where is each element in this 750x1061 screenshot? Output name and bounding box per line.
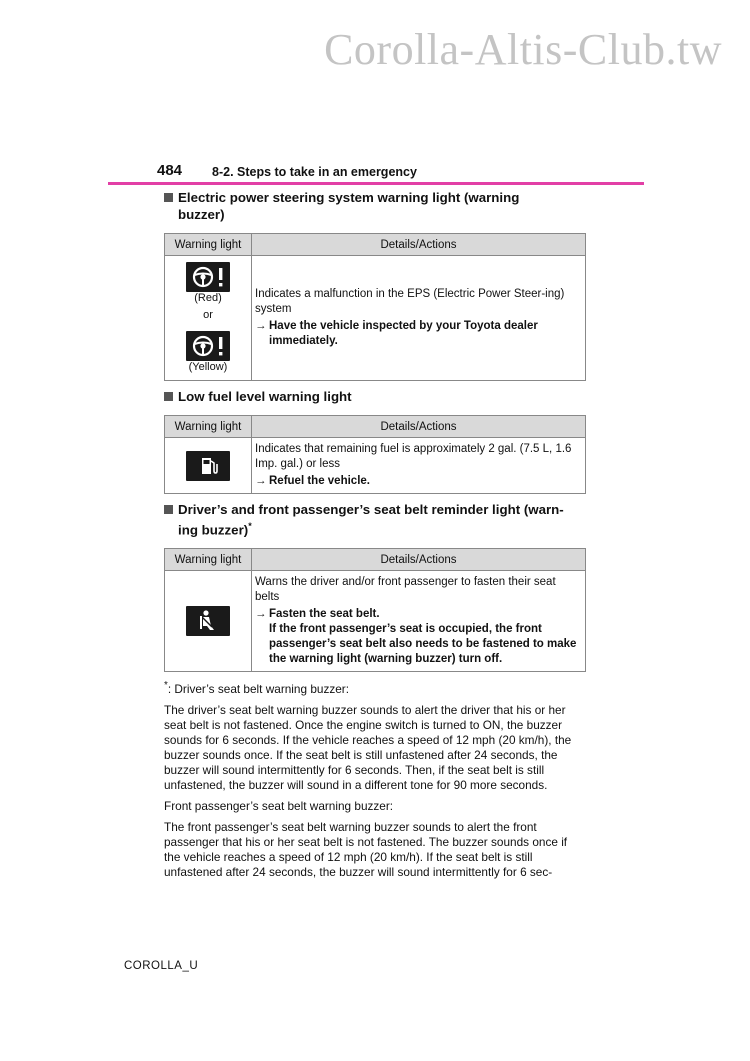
fuel-light-cell (165, 438, 252, 494)
seatbelt-action (255, 607, 581, 667)
fuel-heading-text: Low fuel level warning light (178, 389, 352, 404)
driver-buzzer-paragraph: The driver’s seat belt warning buzzer sounds to alert the driver that his or her seat belt is not fastened. Once the engine switch is turned to ON, the buzzer sounds for 6 seconds. If the vehicle reaches a speed of 12 mph (20 km/h), the buzzer sounds once. If the seat belt is still unfastened after 24 seconds, the buzzer will sound intermittently for 6 seconds. Then, if the seat belt is still unfastened, the buzzer will sound in a different tone for 90 more seconds. (164, 703, 572, 793)
page-header (157, 160, 647, 182)
fuel-heading (164, 388, 586, 405)
arrow-right-icon: → (255, 608, 267, 621)
passenger-buzzer-subheading: Front passenger’s seat belt warning buzzer: (164, 799, 394, 814)
eps-heading-line2: buzzer) (178, 207, 225, 222)
footnote-mark: * (248, 521, 252, 531)
column-header-light: Warning light (165, 549, 252, 571)
footer-model: COROLLA_U (124, 960, 199, 972)
column-header-details: Details/Actions (252, 416, 586, 438)
eps-caption-red: (Red) (194, 292, 222, 304)
eps-details-text: Indicates a malfunction in the EPS (Electric Power Steer-ing) system (255, 288, 565, 315)
arrow-right-icon: → (255, 320, 267, 332)
eps-table (164, 233, 586, 381)
page-number: 484 (157, 162, 183, 179)
bullet-square-icon (164, 505, 173, 514)
seatbelt-action-line1: Fasten the seat belt. (269, 608, 380, 621)
column-header-details: Details/Actions (252, 234, 586, 256)
eps-details-cell (252, 256, 586, 381)
footnote (164, 678, 586, 697)
watermark: Corolla-Altis-Club.tw (324, 25, 722, 74)
steering-wheel-exclamation-icon (186, 262, 230, 292)
fuel-pump-icon (186, 451, 230, 481)
seatbelt-action-line2: If the front passenger’s seat is occupied, the front passenger’s seat belt also needs to be fastened to make the warning light (warning buzzer) turn off. (269, 623, 577, 666)
seat-belt-icon (186, 606, 230, 636)
section-title: 8-2. Steps to take in an emergency (212, 165, 417, 179)
column-header-details: Details/Actions (252, 549, 586, 571)
footnote-mark: * (164, 680, 168, 692)
arrow-right-icon: → (255, 475, 267, 487)
column-header-light: Warning light (165, 234, 252, 256)
fuel-action-text: Refuel the vehicle. (269, 475, 370, 487)
seatbelt-heading (164, 501, 586, 538)
eps-action (255, 319, 581, 349)
seatbelt-details-text: Warns the driver and/or front passenger to fasten their seat belts (255, 576, 556, 604)
seatbelt-light-cell (165, 571, 252, 672)
seatbelt-heading-line1: Driver’s and front passenger’s seat belt reminder light (warn- (178, 502, 564, 517)
eps-light-cell (165, 256, 252, 381)
eps-action-line2: immediately. (269, 335, 338, 347)
bullet-square-icon (164, 193, 173, 202)
fuel-action (255, 474, 581, 489)
eps-caption-or: or (203, 309, 213, 321)
seatbelt-details-cell (252, 571, 586, 672)
passenger-buzzer-paragraph: The front passenger’s seat belt warning buzzer sounds to alert the front passenger that his or her seat belt is not fastened. The buzzer sounds once if the vehicle reaches a speed of 12 mph (20 km/h). If the seat belt is still unfastened after 24 seconds, the buzzer will sound intermittently for 6 sec- (164, 820, 568, 880)
eps-heading-line1: Electric power steering system warning light (warning (178, 190, 520, 205)
header-rule (108, 182, 644, 185)
fuel-details-cell (252, 438, 586, 494)
fuel-details-text: Indicates that remaining fuel is approximately 2 gal. (7.5 L, 1.6 Imp. gal.) or less (255, 443, 572, 470)
steering-wheel-exclamation-icon (186, 331, 230, 361)
seatbelt-table (164, 548, 586, 672)
footnote-text: : Driver’s seat belt warning buzzer: (167, 682, 350, 697)
bullet-square-icon (164, 392, 173, 401)
eps-caption-yellow: (Yellow) (188, 361, 228, 373)
eps-action-line1: Have the vehicle inspected by your Toyota dealer (269, 320, 538, 332)
column-header-light: Warning light (165, 416, 252, 438)
fuel-table (164, 415, 586, 494)
eps-heading (164, 189, 586, 223)
seatbelt-heading-line2: ing buzzer) (178, 522, 249, 538)
page-content (164, 189, 586, 880)
